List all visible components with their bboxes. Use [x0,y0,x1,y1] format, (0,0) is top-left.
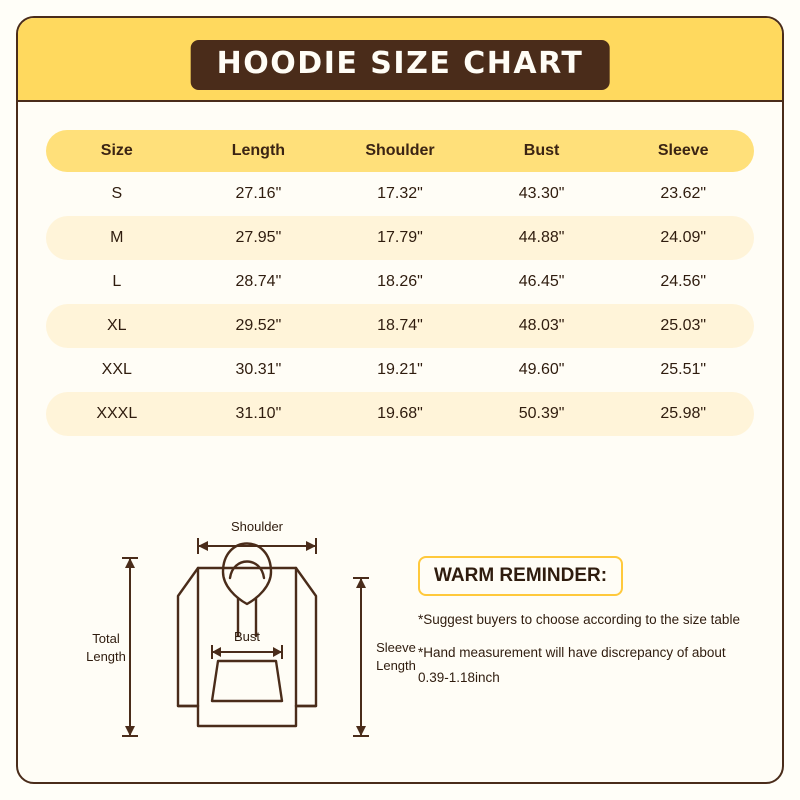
cell-shoulder: 17.32" [377,185,423,202]
cell-length: 27.16" [235,185,282,202]
column-header-sleeve: Sleeve [612,130,754,172]
total-length-label-line2: Length [86,649,126,664]
cell-sleeve: 25.51" [660,361,707,378]
cell-sleeve: 25.03" [612,304,754,348]
lower-section [18,486,782,776]
cell-shoulder: 19.68" [329,392,471,436]
cell-bust: 43.30" [518,185,565,202]
sleeve-arrow-up-icon [356,578,366,588]
cell-length: 27.95" [188,216,330,260]
bust-measure-line [212,645,282,659]
cell-bust: 48.03" [471,304,613,348]
cell-size: L [112,273,122,290]
sleeve-label-line1: Sleeve [376,640,416,655]
cell-sleeve: 24.09" [612,216,754,260]
reminder-note-2: *Hand measurement will have discrepancy of about [418,645,726,661]
header-band [18,18,782,102]
front-pocket [212,661,282,701]
sleeve-measure-line [353,578,369,736]
table-header-row [46,130,754,172]
cell-sleeve: 25.98" [612,392,754,436]
cell-length: 28.74" [235,273,282,290]
cell-size: XXXL [46,392,188,436]
total-length-label-line1: Total [92,631,120,646]
size-chart-card [16,16,784,784]
cell-length: 31.10" [188,392,330,436]
cell-bust: 46.45" [518,273,565,290]
cell-size: M [46,216,188,260]
cell-shoulder: 18.26" [377,273,423,290]
table-row [46,260,754,304]
column-header-shoulder: Shoulder [329,130,471,172]
table-row [46,172,754,216]
warm-reminder-block [418,556,758,688]
sleeve-arrow-down-icon [356,726,366,736]
sleeve-label-line2: Length [376,658,416,673]
cell-size: S [111,185,123,202]
cell-length: 29.52" [188,304,330,348]
cell-shoulder: 19.21" [377,361,423,378]
hoodie-measurement-diagram [78,486,438,756]
shoulder-label: Shoulder [230,519,284,534]
reminder-note-3: 0.39-1.18inch [418,669,500,685]
shoulder-arrow-right-icon [306,541,316,551]
column-header-length: Length [188,130,330,172]
reminder-note-1: *Suggest buyers to choose according to the size table [418,612,740,627]
table-row [46,392,754,436]
cell-length: 30.31" [235,361,282,378]
cell-bust: 49.60" [518,361,565,378]
table-row [46,348,754,392]
cell-shoulder: 18.74" [329,304,471,348]
shoulder-arrow-left-icon [198,541,208,551]
length-arrow-up-icon [125,558,135,568]
column-header-size: Size [46,130,188,172]
column-header-bust: Bust [471,130,613,172]
bust-label: Bust [233,629,261,644]
cell-size: XL [46,304,188,348]
cell-sleeve: 23.62" [660,185,707,202]
table-row [46,216,754,260]
hood-inner-line [230,562,264,579]
total-length-measure-line [122,558,138,736]
size-table [46,130,754,436]
bust-arrow-left-icon [212,647,221,657]
cell-size: XXL [101,361,132,378]
cell-bust: 44.88" [471,216,613,260]
shoulder-measure-line [198,538,316,554]
length-arrow-down-icon [125,726,135,736]
table-row [46,304,754,348]
warm-reminder-title: WARM REMINDER: [418,556,623,596]
cell-shoulder: 17.79" [329,216,471,260]
page-title: HOODIE SIZE CHART [191,40,610,90]
cell-bust: 50.39" [471,392,613,436]
size-table-wrap [46,130,754,436]
bust-arrow-right-icon [273,647,282,657]
hoodie-diagram-svg [78,486,438,756]
cell-sleeve: 24.56" [660,273,707,290]
